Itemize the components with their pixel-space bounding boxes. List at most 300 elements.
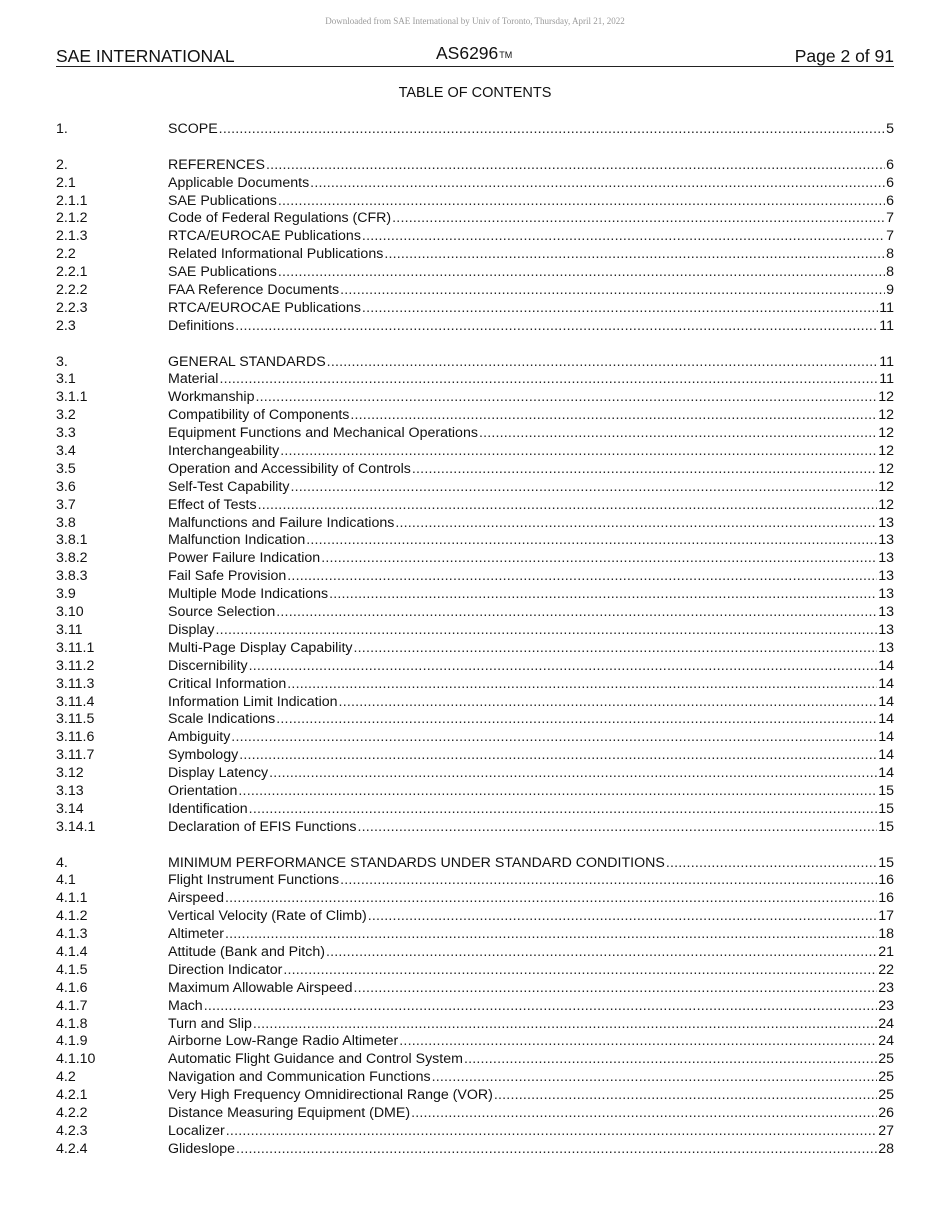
toc-entry-title: GENERAL STANDARDS	[168, 353, 326, 370]
toc-entry-page: 5	[886, 121, 894, 137]
toc-entry-number: 3.8	[56, 514, 76, 531]
toc-entry-number: 4.1.6	[56, 979, 88, 996]
dot-leader	[225, 890, 877, 908]
dot-leader	[340, 282, 885, 300]
toc-entry-page: 6	[886, 192, 894, 209]
toc-entry-number: 2.1	[56, 174, 76, 191]
toc-entry-page: 12	[878, 407, 894, 424]
toc-entry-number: 2.1.3	[56, 228, 88, 245]
toc-entry-number: 2.2.1	[56, 264, 88, 281]
toc-entry-line	[168, 389, 894, 407]
toc-entry-line	[168, 944, 894, 962]
toc-entry-line	[168, 819, 894, 837]
toc-entry-page: 24	[878, 1015, 894, 1032]
header-page-number: Page 2 of 91	[794, 46, 894, 66]
dot-leader	[231, 729, 877, 747]
toc-entry-line	[168, 210, 894, 228]
toc-entry-page: 12	[878, 443, 894, 460]
toc-entry[interactable]	[56, 658, 894, 676]
toc-entry-title: Display Latency	[168, 765, 269, 782]
toc-entry-title: Effect of Tests	[168, 496, 257, 513]
toc-entry[interactable]	[56, 282, 894, 300]
toc-entry-number: 4.1.10	[56, 1051, 96, 1068]
toc-entry-number: 3.11.3	[56, 675, 95, 692]
dot-leader	[327, 354, 879, 372]
toc-entry[interactable]	[56, 1016, 894, 1034]
toc-entry-title: Vertical Velocity (Rate of Climb)	[168, 908, 367, 925]
toc-entry-number: 3.2	[56, 407, 76, 424]
toc-entry-number: 3.1	[56, 371, 76, 388]
toc-entry-page: 13	[878, 586, 894, 603]
toc-entry-line	[168, 497, 894, 515]
toc-entry-title: REFERENCES	[168, 156, 265, 173]
toc-entry-title: Malfunctions and Failure Indications	[168, 514, 395, 531]
toc-entry-number: 4.2.3	[56, 1122, 88, 1139]
toc-entry[interactable]	[56, 1105, 894, 1123]
toc-entry[interactable]	[56, 371, 894, 389]
toc-entry-page: 13	[878, 514, 894, 531]
toc-entry-title: Definitions	[168, 317, 235, 334]
toc-entry[interactable]	[56, 425, 894, 443]
toc-entry[interactable]	[56, 443, 894, 461]
toc-entry-line	[168, 1016, 894, 1034]
toc-entry-title: Very High Frequency Omnidirectional Range (VOR)	[168, 1087, 493, 1104]
toc-entry[interactable]	[56, 908, 894, 926]
toc-entry[interactable]	[56, 676, 894, 694]
toc-entry[interactable]	[56, 318, 894, 336]
toc-entry-title: Scale Indications	[168, 711, 276, 728]
toc-entry-title: Self-Test Capability	[168, 478, 290, 495]
toc-entry-line	[168, 711, 894, 729]
toc-entry-page: 16	[878, 890, 894, 907]
toc-entry[interactable]	[56, 1069, 894, 1087]
toc-entry-number: 3.8.2	[56, 550, 88, 567]
toc-entry-line	[168, 908, 894, 926]
toc-entry[interactable]	[56, 157, 894, 175]
dot-leader	[238, 783, 877, 801]
toc-entry-page: 7	[886, 210, 894, 227]
toc-entry[interactable]	[56, 532, 894, 550]
toc-entry-number: 4.1.1	[56, 890, 88, 907]
toc-entry-line	[168, 300, 894, 318]
toc-entry-number: 4.1.7	[56, 997, 88, 1014]
toc-entry[interactable]	[56, 1087, 894, 1105]
toc-entry[interactable]	[56, 998, 894, 1016]
dot-leader	[219, 371, 878, 389]
toc-entry[interactable]	[56, 210, 894, 228]
toc-entry[interactable]	[56, 855, 894, 873]
toc-entry-title: Related Informational Publications	[168, 246, 384, 263]
toc-entry-line	[168, 676, 894, 694]
toc-entry[interactable]	[56, 407, 894, 425]
toc-entry-page: 13	[878, 604, 894, 621]
dot-leader	[216, 622, 878, 640]
toc-entry-title: Multi-Page Display Capability	[168, 639, 353, 656]
toc-entry-title: Orientation	[168, 782, 238, 799]
toc-entry-title: SAE Publications	[168, 192, 277, 209]
toc-entry-number: 4.1.9	[56, 1033, 88, 1050]
toc-entry-page: 7	[886, 228, 894, 245]
toc-entry-title: Turn and Slip	[168, 1015, 252, 1032]
toc-entry-page: 13	[878, 568, 894, 585]
toc-entry-number: 4.1	[56, 872, 76, 889]
toc-entry-line	[168, 872, 894, 890]
toc-entry-line	[168, 622, 894, 640]
dot-leader	[432, 1069, 878, 1087]
toc-entry-line	[168, 1051, 894, 1069]
toc-entry[interactable]	[56, 550, 894, 568]
toc-entry[interactable]	[56, 765, 894, 783]
toc-entry-title: Airborne Low-Range Radio Altimeter	[168, 1033, 399, 1050]
dot-leader	[339, 694, 878, 712]
toc-entry[interactable]	[56, 1051, 894, 1069]
toc-entry-line	[168, 855, 894, 873]
dot-leader	[226, 1123, 877, 1141]
dot-leader	[392, 210, 885, 228]
dot-leader	[249, 658, 878, 676]
toc-entry[interactable]	[56, 461, 894, 479]
toc-entry[interactable]	[56, 354, 894, 372]
toc-entry-title: SCOPE	[168, 121, 218, 137]
dot-leader	[225, 926, 877, 944]
toc-entry[interactable]	[56, 246, 894, 264]
page-header	[56, 44, 894, 67]
toc-entry-number: 4.1.3	[56, 926, 88, 943]
toc-entry-number: 1.	[56, 121, 68, 137]
toc-entry-line	[168, 246, 894, 264]
dot-leader	[239, 747, 877, 765]
toc-entry-page: 12	[878, 496, 894, 513]
toc-entry-title: Declaration of EFIS Functions	[168, 818, 357, 835]
dot-leader	[278, 264, 885, 282]
toc-entry-line	[168, 157, 894, 175]
toc-entry-page: 13	[878, 639, 894, 656]
toc-entry-number: 3.11	[56, 621, 83, 638]
toc-entry-title: Compatibility of Components	[168, 407, 350, 424]
toc-entry[interactable]	[56, 926, 894, 944]
toc-entry-number: 3.	[56, 353, 68, 370]
toc-entry-page: 11	[879, 371, 894, 388]
toc-entry[interactable]	[56, 819, 894, 837]
toc-entry[interactable]	[56, 264, 894, 282]
dot-leader	[362, 228, 885, 246]
dot-leader	[340, 872, 877, 890]
toc-entry-page: 14	[878, 729, 894, 746]
toc-entry-title: RTCA/EUROCAE Publications	[168, 228, 361, 245]
toc-entry-line	[168, 801, 894, 819]
dot-leader	[329, 586, 877, 604]
toc-entry-number: 4.2.2	[56, 1104, 88, 1121]
toc-entry-number: 3.14	[56, 800, 84, 817]
toc-entry[interactable]	[56, 694, 894, 712]
toc-entry[interactable]	[56, 586, 894, 604]
dot-leader	[219, 121, 885, 139]
doc-number: AS6296	[436, 43, 499, 63]
dot-leader	[235, 318, 878, 336]
toc-entry[interactable]	[56, 622, 894, 640]
toc-entry-title: SAE Publications	[168, 264, 277, 281]
toc-entry-page: 17	[878, 908, 894, 925]
toc-entry[interactable]	[56, 890, 894, 908]
toc-entry-title: Power Failure Indication	[168, 550, 321, 567]
toc-entry-number: 3.11.1	[56, 639, 95, 656]
toc-entry-number: 3.11.6	[56, 729, 95, 746]
dot-leader	[464, 1051, 877, 1069]
toc-entry-line	[168, 604, 894, 622]
toc-entry-title: Automatic Flight Guidance and Control System	[168, 1051, 463, 1068]
toc-entry-page: 12	[878, 389, 894, 406]
toc-entry-number: 3.11.5	[56, 711, 95, 728]
toc-entry-title: Display	[168, 621, 215, 638]
toc-entry[interactable]	[56, 497, 894, 515]
toc-entry-line	[168, 479, 894, 497]
toc-entry-line	[168, 926, 894, 944]
toc-entry-title: Discernibility	[168, 657, 248, 674]
toc-entry-title: MINIMUM PERFORMANCE STANDARDS UNDER STANDARD CONDITIONS	[168, 854, 665, 871]
dot-leader	[236, 1141, 877, 1159]
toc-entry-page: 12	[878, 478, 894, 495]
toc-entry-line	[168, 658, 894, 676]
toc-entry-page: 25	[878, 1051, 894, 1068]
dot-leader	[310, 175, 885, 193]
dot-leader	[479, 425, 877, 443]
toc-entry-number: 3.3	[56, 425, 76, 442]
toc-entry-number: 3.12	[56, 765, 84, 782]
toc-entry-page: 8	[886, 264, 894, 281]
dot-leader	[276, 604, 877, 622]
dot-leader	[266, 157, 885, 175]
toc-entry-line	[168, 264, 894, 282]
toc-entry-number: 3.13	[56, 782, 84, 799]
toc-entry-line	[168, 354, 894, 372]
toc-entry-title: Attitude (Bank and Pitch)	[168, 943, 325, 960]
dot-leader	[354, 640, 878, 658]
toc-entry-number: 2.2.3	[56, 299, 88, 316]
toc-entry[interactable]	[56, 801, 894, 819]
toc-entry-title: Equipment Functions and Mechanical Operations	[168, 425, 478, 442]
toc-entry-number: 3.10	[56, 604, 84, 621]
toc-entry[interactable]	[56, 872, 894, 890]
toc-entry-number: 3.7	[56, 496, 76, 513]
toc-entry-title: Mach	[168, 997, 203, 1014]
toc-entry-page: 12	[878, 460, 894, 477]
toc-entry-page: 13	[878, 550, 894, 567]
header-document-number	[436, 43, 512, 66]
toc-entry-page: 16	[878, 872, 894, 889]
toc-entry-number: 4.	[56, 854, 68, 871]
toc-entry-page: 15	[878, 818, 894, 835]
toc-entry-page: 11	[879, 317, 894, 334]
toc-entry[interactable]	[56, 300, 894, 318]
header-organization: SAE INTERNATIONAL	[56, 46, 235, 66]
toc-entry-page: 14	[878, 747, 894, 764]
toc-entry[interactable]	[56, 228, 894, 246]
toc-entry-line	[168, 318, 894, 336]
dot-leader	[354, 980, 878, 998]
toc-entry[interactable]	[56, 175, 894, 193]
table-of-contents	[56, 121, 894, 1159]
toc-entry-page: 14	[878, 711, 894, 728]
toc-entry-number: 2.2.2	[56, 282, 88, 299]
toc-entry-line	[168, 175, 894, 193]
toc-entry-line	[168, 694, 894, 712]
dot-leader	[395, 515, 877, 533]
dot-leader	[290, 479, 877, 497]
toc-entry[interactable]	[56, 962, 894, 980]
toc-entry[interactable]	[56, 1123, 894, 1141]
toc-entry-number: 3.8.3	[56, 568, 88, 585]
toc-entry-page: 23	[878, 997, 894, 1014]
toc-entry-number: 3.1.1	[56, 389, 88, 406]
toc-entry-line	[168, 1105, 894, 1123]
toc-entry-page: 11	[879, 299, 894, 316]
toc-entry-page: 14	[878, 675, 894, 692]
toc-entry[interactable]	[56, 568, 894, 586]
toc-entry[interactable]	[56, 980, 894, 998]
toc-entry-page: 26	[878, 1104, 894, 1121]
toc-entry[interactable]	[56, 515, 894, 533]
toc-entry-line	[168, 228, 894, 246]
toc-entry-page: 14	[878, 765, 894, 782]
toc-entry-page: 6	[886, 174, 894, 191]
toc-entry-number: 3.14.1	[56, 818, 96, 835]
dot-leader	[494, 1087, 877, 1105]
toc-entry-line	[168, 890, 894, 908]
toc-entry-page: 22	[878, 961, 894, 978]
dot-leader	[321, 550, 877, 568]
dot-leader	[326, 944, 877, 962]
dot-leader	[283, 962, 877, 980]
dot-leader	[249, 801, 878, 819]
toc-entry-page: 18	[878, 926, 894, 943]
toc-entry-line	[168, 980, 894, 998]
toc-entry-line	[168, 371, 894, 389]
dot-leader	[384, 246, 885, 264]
toc-entry[interactable]	[56, 1033, 894, 1051]
toc-entry-title: Flight Instrument Functions	[168, 872, 340, 889]
toc-entry[interactable]	[56, 747, 894, 765]
toc-entry-title: FAA Reference Documents	[168, 282, 340, 299]
toc-entry[interactable]	[56, 1141, 894, 1159]
toc-entry-page: 13	[878, 621, 894, 638]
dot-leader	[411, 1105, 877, 1123]
toc-entry-line	[168, 962, 894, 980]
toc-entry-line	[168, 425, 894, 443]
toc-entry[interactable]	[56, 729, 894, 747]
toc-entry-line	[168, 121, 894, 139]
toc-entry-title: RTCA/EUROCAE Publications	[168, 299, 361, 316]
toc-entry-title: Identification	[168, 800, 248, 817]
toc-entry[interactable]	[56, 944, 894, 962]
toc-entry-number: 4.2	[56, 1069, 76, 1086]
toc-entry[interactable]	[56, 711, 894, 729]
toc-entry-title: Source Selection	[168, 604, 276, 621]
toc-entry-title: Navigation and Communication Functions	[168, 1069, 431, 1086]
toc-entry-number: 3.9	[56, 586, 76, 603]
toc-entry-line	[168, 461, 894, 479]
toc-heading: TABLE OF CONTENTS	[398, 85, 552, 101]
toc-entry-page: 15	[878, 854, 894, 871]
dot-leader	[287, 568, 877, 586]
toc-entry-page: 9	[886, 282, 894, 299]
toc-entry-page: 11	[879, 353, 894, 370]
toc-entry-page: 6	[886, 156, 894, 173]
dot-leader	[399, 1033, 877, 1051]
toc-entry-title: Workmanship	[168, 389, 255, 406]
toc-entry-page: 14	[878, 693, 894, 710]
toc-entry-page: 23	[878, 979, 894, 996]
dot-leader	[368, 908, 878, 926]
toc-entry[interactable]	[56, 389, 894, 407]
toc-entry-number: 3.5	[56, 460, 76, 477]
toc-entry-number: 3.11.2	[56, 657, 95, 674]
toc-entry-title: Distance Measuring Equipment (DME)	[168, 1104, 411, 1121]
toc-entry-number: 2.2	[56, 246, 76, 263]
toc-entry-title: Multiple Mode Indications	[168, 586, 329, 603]
toc-entry-title: Maximum Allowable Airspeed	[168, 979, 353, 996]
toc-entry-page: 12	[878, 425, 894, 442]
toc-entry-number: 4.1.5	[56, 961, 88, 978]
toc-entry-page: 28	[878, 1140, 894, 1157]
toc-entry-title: Glideslope	[168, 1140, 236, 1157]
toc-entry[interactable]	[56, 479, 894, 497]
toc-entry-title: Ambiguity	[168, 729, 231, 746]
toc-entry-title: Airspeed	[168, 890, 224, 907]
toc-entry-page: 8	[886, 246, 894, 263]
toc-entry-title: Altimeter	[168, 926, 224, 943]
toc-entry-page: 15	[878, 782, 894, 799]
toc-entry-line	[168, 1087, 894, 1105]
toc-entry-number: 4.2.1	[56, 1087, 88, 1104]
dot-leader	[362, 300, 878, 318]
toc-entry-title: Operation and Accessibility of Controls	[168, 460, 411, 477]
toc-entry-line	[168, 550, 894, 568]
toc-entry-title: Direction Indicator	[168, 961, 283, 978]
dot-leader	[666, 855, 877, 873]
dot-leader	[253, 1016, 877, 1034]
toc-entry-line	[168, 282, 894, 300]
toc-entry-line	[168, 1069, 894, 1087]
toc-entry-number: 4.1.4	[56, 943, 88, 960]
toc-entry-number: 2.	[56, 156, 68, 173]
toc-entry[interactable]	[56, 604, 894, 622]
toc-entry-number: 3.11.4	[56, 693, 95, 710]
download-watermark: Downloaded from SAE International by Univ of Toronto, Thursday, April 21, 2022	[325, 16, 625, 26]
toc-entry-page: 25	[878, 1087, 894, 1104]
toc-entry-title: Critical Information	[168, 675, 287, 692]
toc-entry-line	[168, 568, 894, 586]
toc-entry-line	[168, 532, 894, 550]
dot-leader	[276, 711, 877, 729]
toc-entry-line	[168, 640, 894, 658]
toc-entry-line	[168, 998, 894, 1016]
toc-entry[interactable]	[56, 640, 894, 658]
dot-leader	[412, 461, 877, 479]
toc-entry[interactable]	[56, 783, 894, 801]
toc-entry-title: Information Limit Indication	[168, 693, 338, 710]
toc-entry-page: 15	[878, 800, 894, 817]
toc-entry[interactable]	[56, 121, 894, 139]
dot-leader	[258, 497, 878, 515]
toc-entry-line	[168, 586, 894, 604]
dot-leader	[255, 389, 877, 407]
toc-entry-number: 4.2.4	[56, 1140, 88, 1157]
toc-entry-number: 2.3	[56, 317, 76, 334]
trademark-mark: TM	[499, 50, 513, 60]
dot-leader	[278, 193, 885, 211]
toc-entry[interactable]	[56, 193, 894, 211]
toc-entry-line	[168, 729, 894, 747]
